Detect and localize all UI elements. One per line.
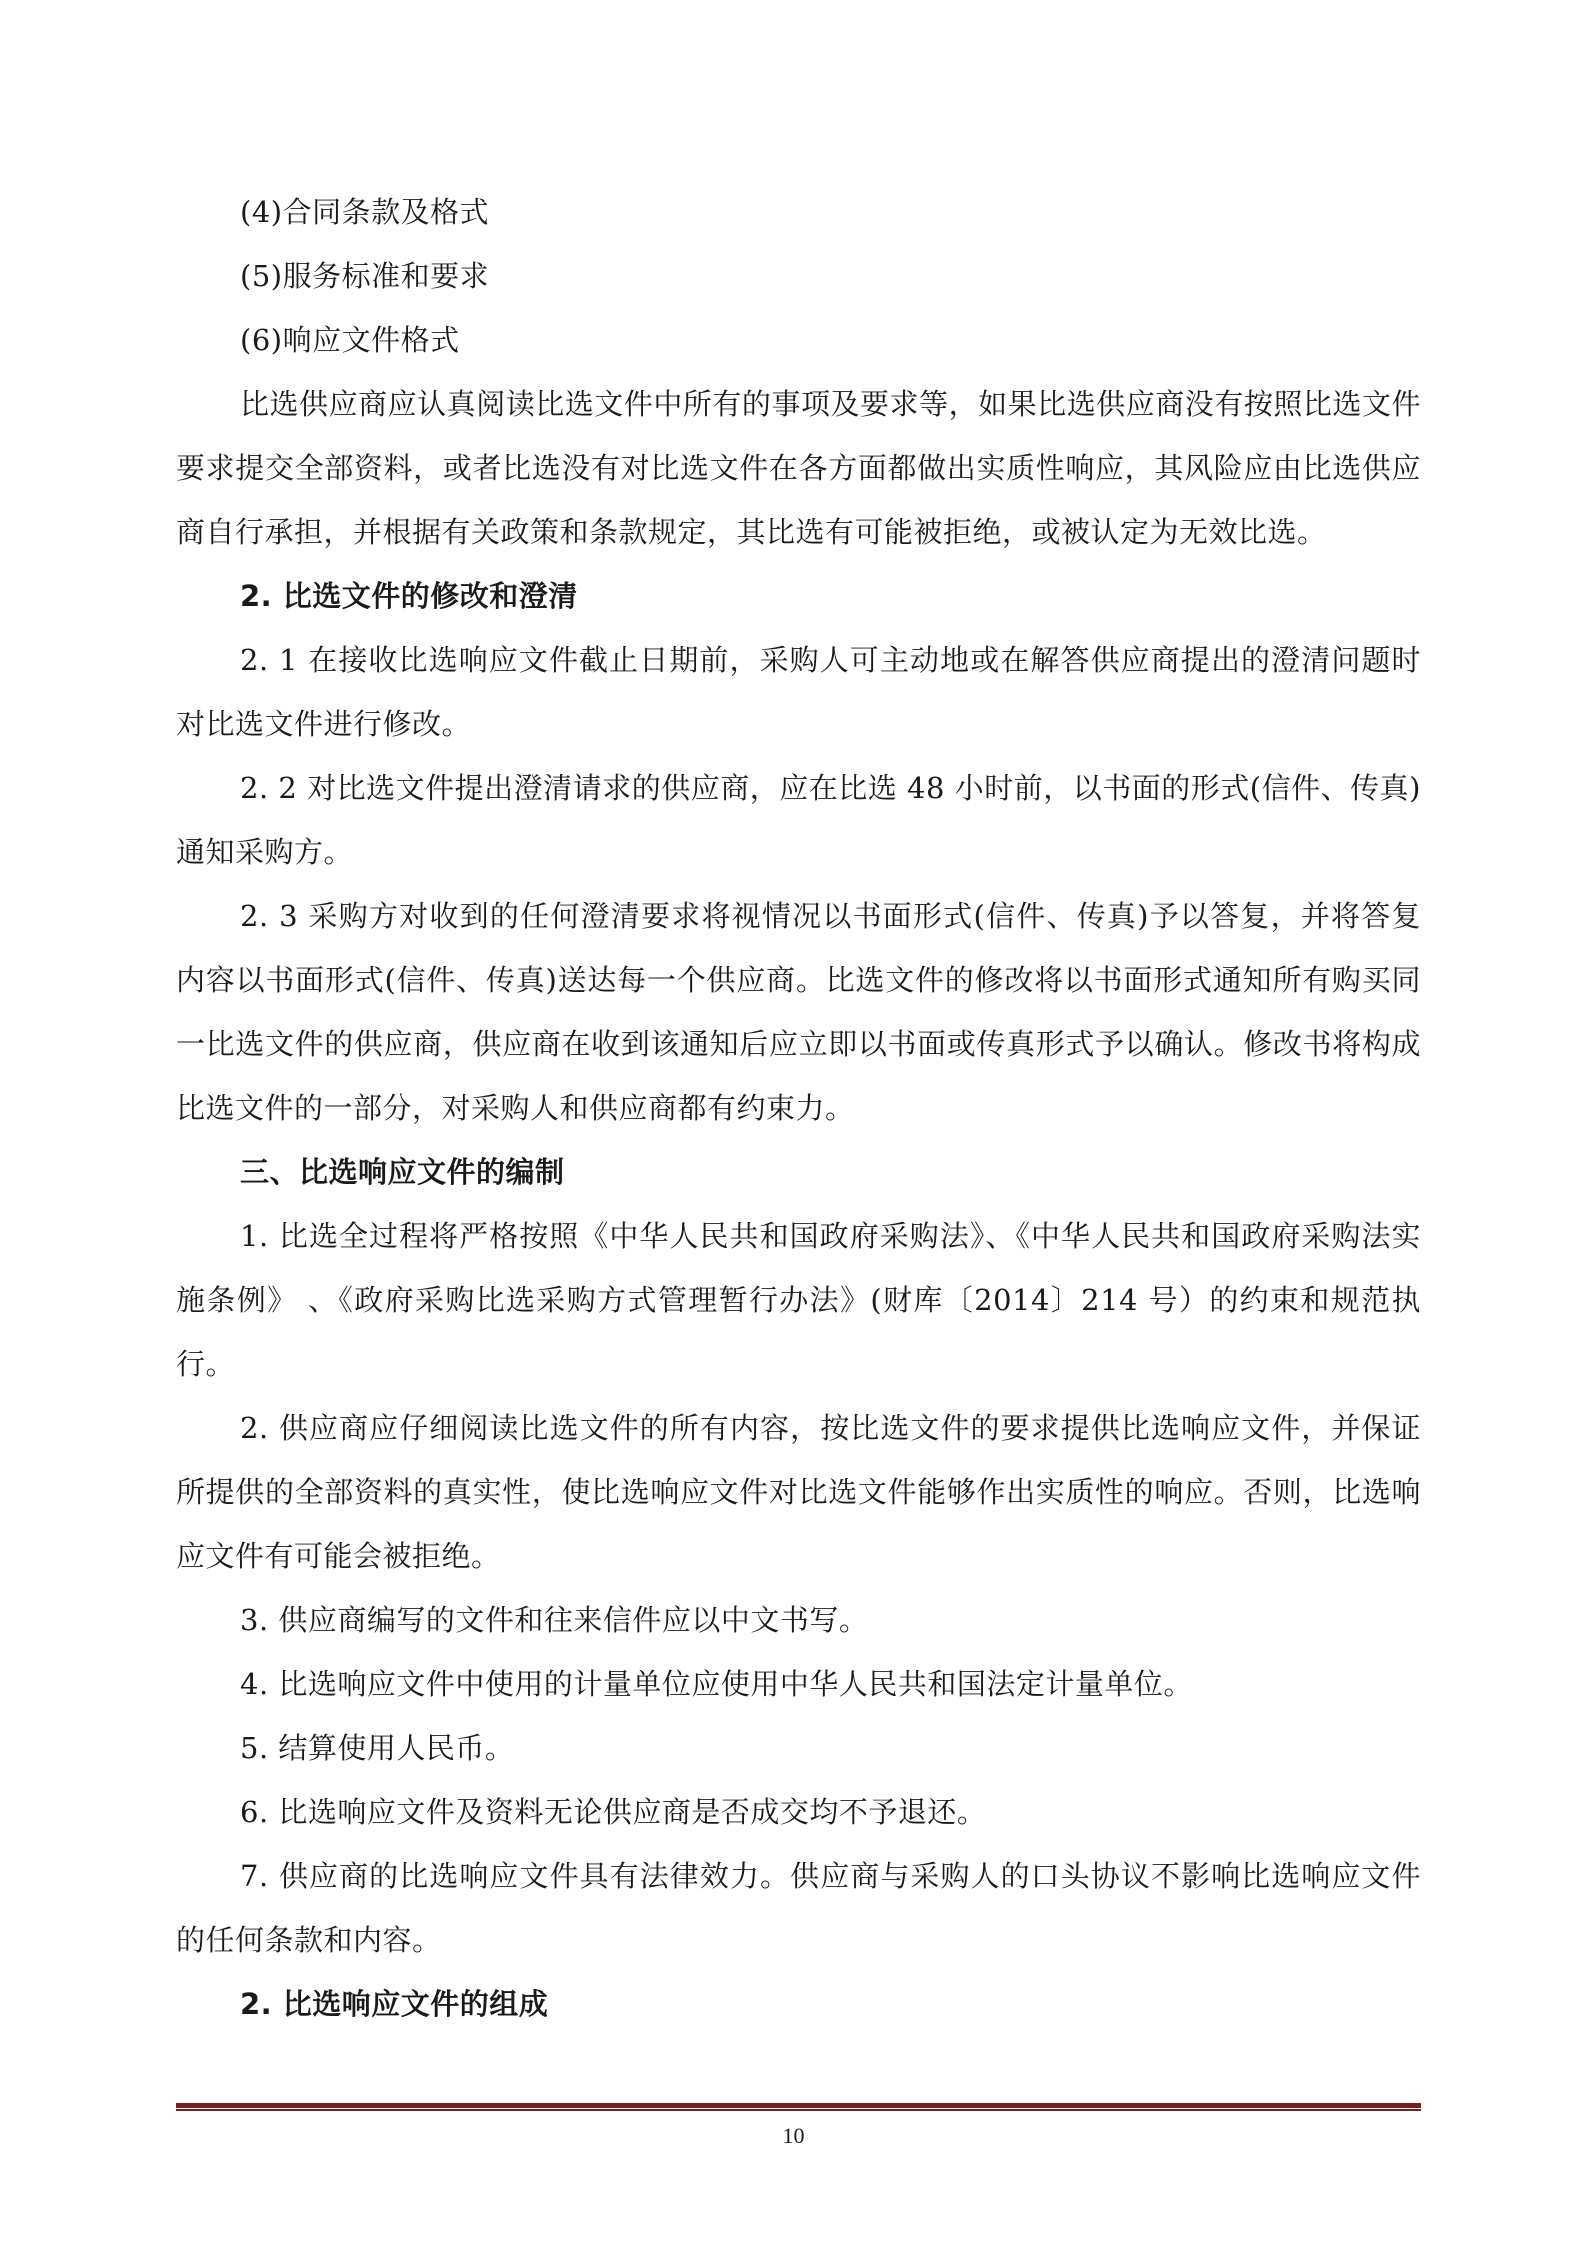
list-item-contract-terms: (4)合同条款及格式: [240, 195, 490, 229]
paragraph-item-2: 2. 供应商应仔细阅读比选文件的所有内容，按比选文件的要求提供比选响应文件，并保证所提供的全部资料的真实性，使比选响应文件对比选文件能够作出实质性的响应。否则，比选响应文件有可能会被拒绝。: [176, 1411, 1421, 1573]
paragraph-2-3: 2. 3 采购方对收到的任何澄清要求将视情况以书面形式(信件、传真)予以答复，并将答复内容以书面形式(信件、传真)送达每一个供应商。比选文件的修改将以书面形式通知所有购买同一比选文件的供应商，供应商在收到该通知后应立即以书面或传真形式予以确认。修改书将构成比选文件的一部分，对采购人和供应商都有约束力。: [176, 899, 1421, 1125]
paragraph-item-1: 1. 比选全过程将严格按照《中华人民共和国政府采购法》、《中华人民共和国政府采购法实施条例》 、《政府采购比选采购方式管理暂行办法》(财库〔2014〕214 号）的约束和规范执行。: [176, 1219, 1421, 1381]
page-body: [176, 180, 1421, 2036]
section-heading-modification: 2. 比选文件的修改和澄清: [240, 579, 578, 613]
paragraph-2-1: 2. 1 在接收比选响应文件截止日期前，采购人可主动地或在解答供应商提出的澄清问题时对比选文件进行修改。: [176, 643, 1421, 741]
list-item-service-standards: (5)服务标准和要求: [240, 259, 490, 293]
footer-divider: [176, 2103, 1421, 2111]
paragraph-reading-requirements: 比选供应商应认真阅读比选文件中所有的事项及要求等，如果比选供应商没有按照比选文件要求提交全部资料，或者比选没有对比选文件在各方面都做出实质性响应，其风险应由比选供应商自行承担，并根据有关政策和条款规定，其比选有可能被拒绝，或被认定为无效比选。: [176, 387, 1421, 549]
paragraph-item-4: 4. 比选响应文件中使用的计量单位应使用中华人民共和国法定计量单位。: [240, 1667, 1193, 1701]
section-heading-response-preparation: 三、比选响应文件的编制: [240, 1155, 565, 1189]
list-item-response-format: (6)响应文件格式: [240, 323, 460, 357]
paragraph-item-6: 6. 比选响应文件及资料无论供应商是否成交均不予退还。: [240, 1795, 987, 1829]
section-heading-response-composition: 2. 比选响应文件的组成: [240, 1987, 549, 2021]
page-number: 10: [782, 2123, 805, 2148]
paragraph-item-3: 3. 供应商编写的文件和往来信件应以中文书写。: [240, 1603, 869, 1637]
paragraph-2-2: 2. 2 对比选文件提出澄清请求的供应商，应在比选 48 小时前，以书面的形式(信件、传真)通知采购方。: [176, 771, 1421, 869]
paragraph-item-5: 5. 结算使用人民币。: [240, 1731, 515, 1765]
paragraph-item-7: 7. 供应商的比选响应文件具有法律效力。供应商与采购人的口头协议不影响比选响应文件的任何条款和内容。: [176, 1859, 1421, 1957]
